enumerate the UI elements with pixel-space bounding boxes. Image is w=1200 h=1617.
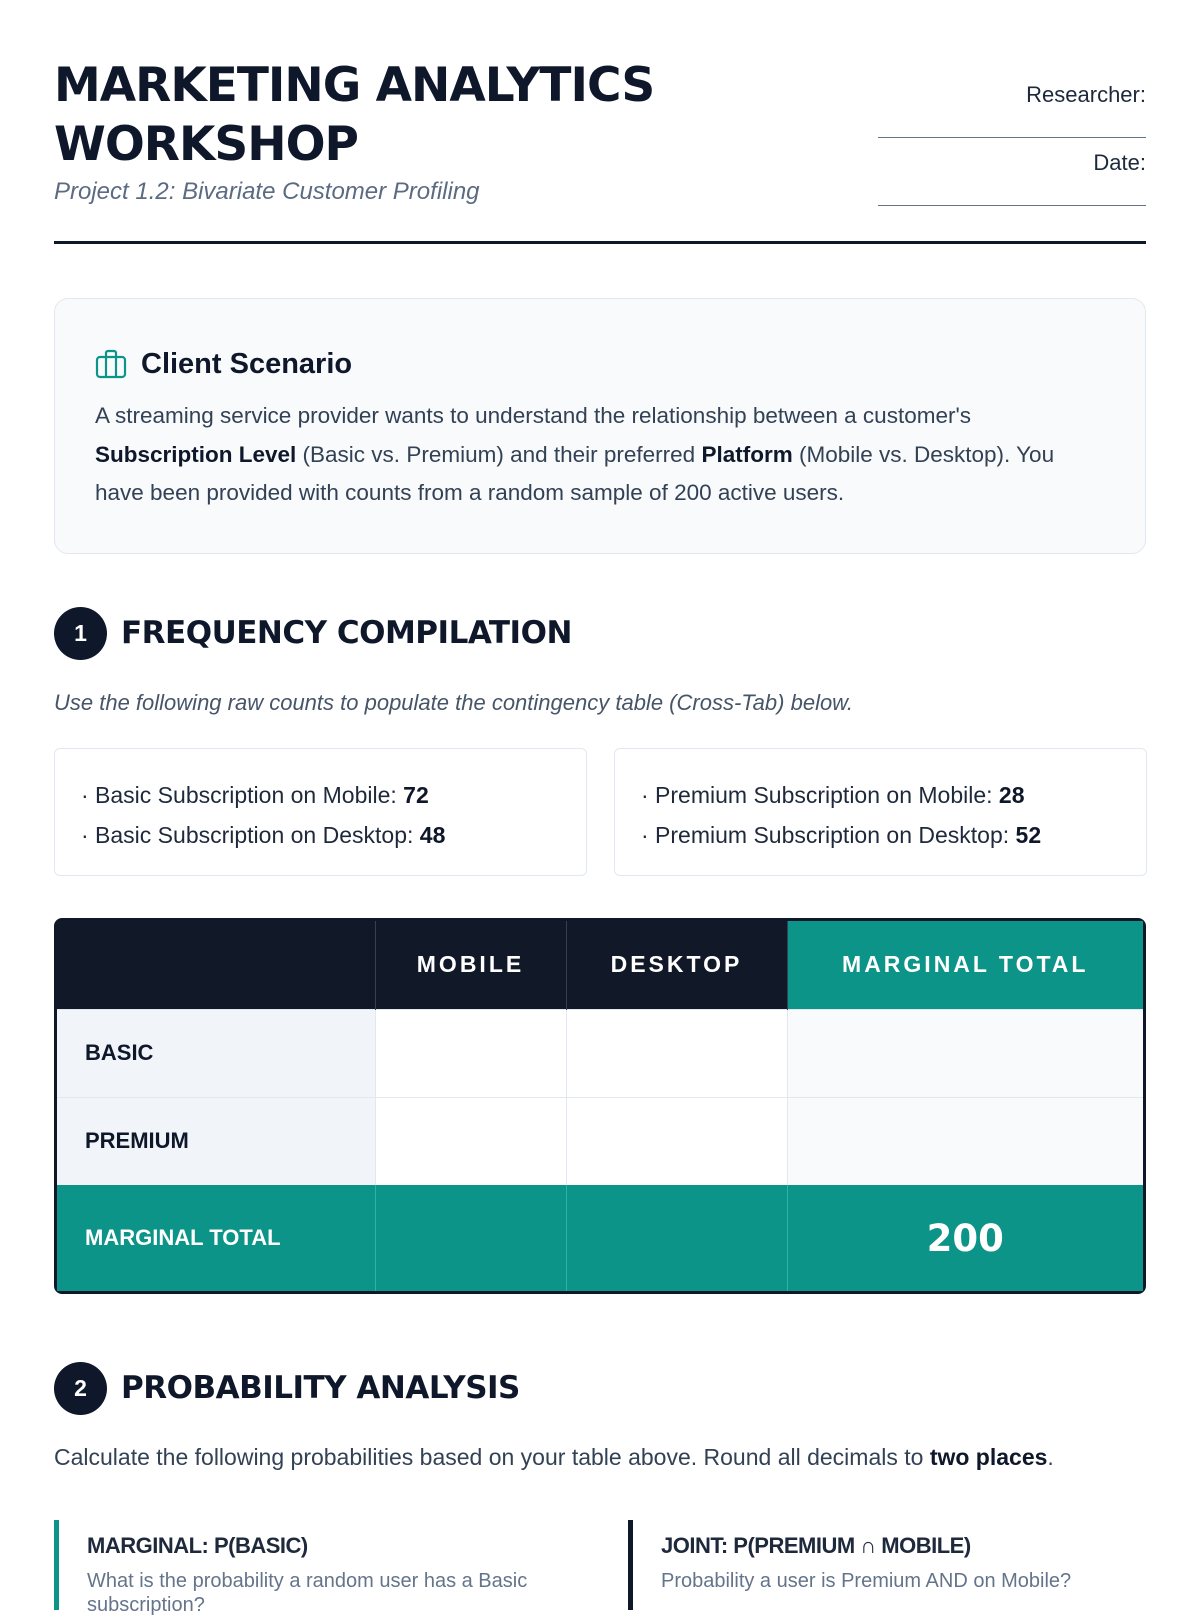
cell-total-mobile[interactable]: [375, 1185, 566, 1291]
contingency-table: [54, 918, 1146, 1294]
count-item: · Basic Subscription on Mobile: 72: [81, 782, 429, 808]
cell-premium-desktop[interactable]: [566, 1097, 787, 1185]
row-header-basic: BASIC: [57, 1009, 375, 1097]
question-title: JOINT: P(PREMIUM ∩ MOBILE): [661, 1533, 971, 1558]
table-row: [57, 1097, 1143, 1185]
briefcase-icon: [95, 349, 127, 379]
cell-premium-mobile[interactable]: [375, 1097, 566, 1185]
question-card-joint: [628, 1520, 1108, 1610]
question-card-marginal: [54, 1520, 534, 1616]
section-frequency-heading: [54, 606, 572, 660]
counts-box-premium: [614, 748, 1147, 876]
row-header-premium: PREMIUM: [57, 1097, 375, 1185]
cell-grand-total: 200: [787, 1185, 1143, 1291]
cell-premium-total[interactable]: [787, 1097, 1143, 1185]
section-probability-heading: [54, 1361, 520, 1415]
date-label: Date:: [1093, 150, 1146, 175]
researcher-label: Researcher:: [1026, 82, 1146, 107]
scenario-bold-subscription: Subscription Level: [95, 441, 297, 467]
title-line-1: MARKETING ANALYTICS: [54, 58, 655, 113]
scenario-text: A streaming service provider wants to understand the relationship between a customer's Subscription Level (Basic vs. Premium) and their preferred Platform (Mobile vs. Desktop). You have been provided with counts from a random sample of 200 active users.: [95, 403, 1055, 505]
section-title: PROBABILITY ANALYSIS: [121, 1370, 520, 1406]
question-title: MARGINAL: P(BASIC): [87, 1533, 308, 1558]
col-header-marginal-total: MARGINAL TOTAL: [787, 921, 1143, 1009]
section-number-badge: 1: [54, 607, 107, 660]
page-title: [54, 56, 654, 174]
frequency-instruction: Use the following raw counts to populate the contingency table (Cross-Tab) below.: [54, 690, 853, 715]
table-row: [57, 1009, 1143, 1097]
section-number-badge: 2: [54, 1362, 107, 1415]
col-header-desktop: DESKTOP: [566, 921, 787, 1009]
page-header: [54, 56, 1146, 244]
counts-box-basic: [54, 748, 587, 876]
cell-basic-mobile[interactable]: [375, 1009, 566, 1097]
scenario-header: [95, 347, 352, 381]
count-item: · Basic Subscription on Desktop: 48: [81, 822, 446, 848]
client-scenario-card: [54, 298, 1146, 554]
table-corner: [57, 921, 375, 1009]
cell-basic-desktop[interactable]: [566, 1009, 787, 1097]
cell-basic-total[interactable]: [787, 1009, 1143, 1097]
question-text: Probability a user is Premium AND on Mobile?: [661, 1570, 1072, 1592]
table-total-row: [57, 1185, 1143, 1291]
scenario-title: Client Scenario: [141, 347, 353, 380]
section-title: FREQUENCY COMPILATION: [121, 615, 572, 651]
page-subtitle: Project 1.2: Bivariate Customer Profiling: [54, 178, 480, 205]
col-header-mobile: MOBILE: [375, 921, 566, 1009]
row-header-marginal-total: MARGINAL TOTAL: [57, 1185, 375, 1291]
scenario-bold-platform: Platform: [701, 441, 793, 467]
researcher-field[interactable]: [878, 82, 1146, 138]
count-item: · Premium Subscription on Desktop: 52: [641, 822, 1042, 848]
question-text: What is the probability a random user has a Basic subscription?: [87, 1570, 528, 1616]
cell-total-desktop[interactable]: [566, 1185, 787, 1291]
count-item: · Premium Subscription on Mobile: 28: [641, 782, 1025, 808]
date-field[interactable]: [878, 150, 1146, 206]
probability-instruction: Calculate the following probabilities based on your table above. Round all decimals to two places.: [54, 1444, 1054, 1470]
title-line-2: WORKSHOP: [54, 117, 358, 172]
